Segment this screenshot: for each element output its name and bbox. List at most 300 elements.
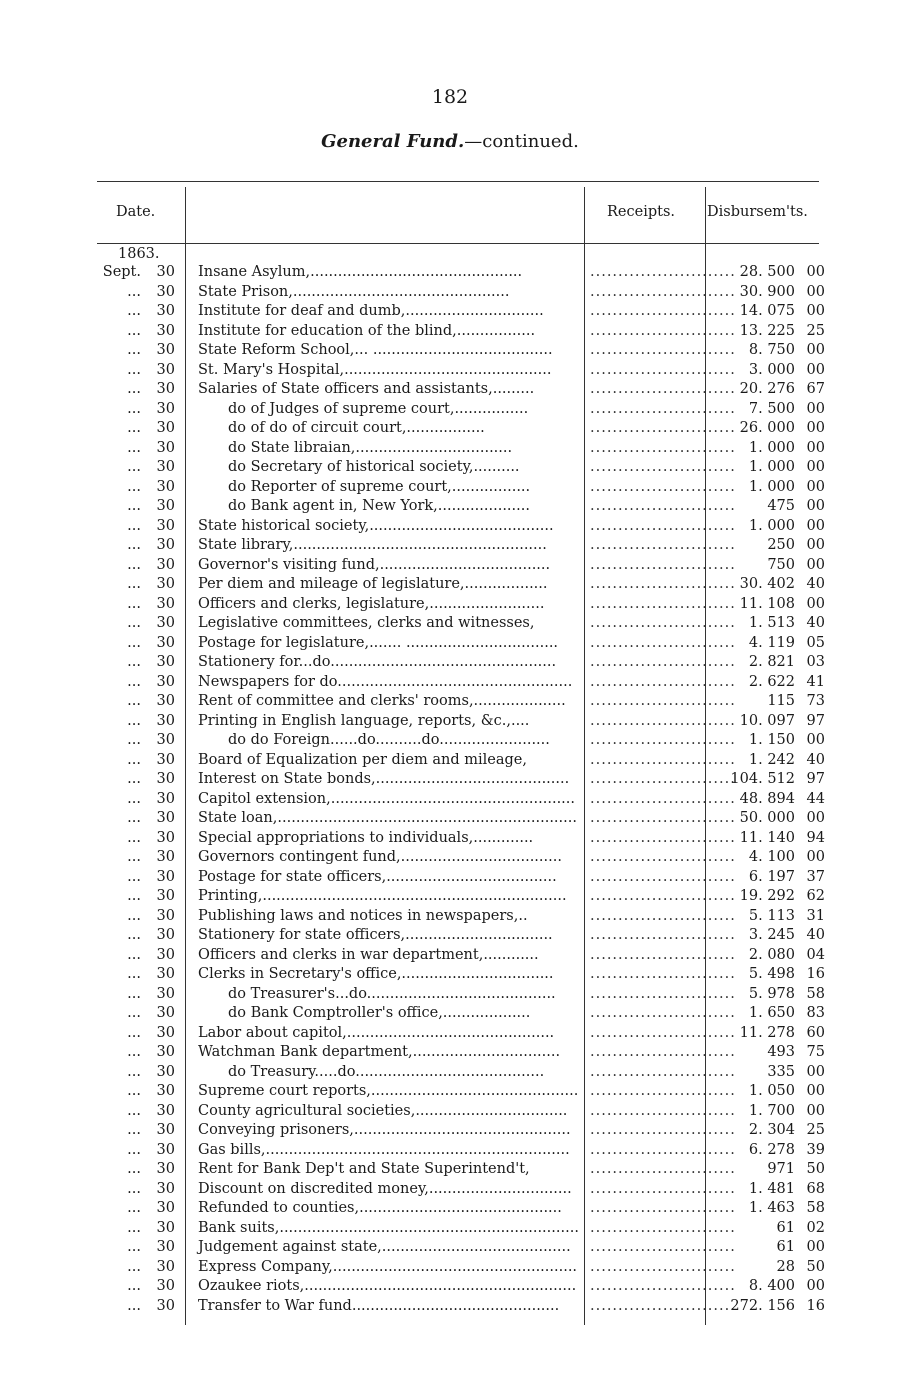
row-receipts-leader: .......................... <box>590 810 736 826</box>
table-row <box>95 1219 835 1239</box>
row-disbursement-dollars: 1. 000 <box>748 517 795 534</box>
table-row <box>95 302 835 322</box>
row-description: County agricultural societies,................................. <box>198 1102 568 1119</box>
table-row <box>95 1024 835 1044</box>
row-month: ... <box>127 1297 141 1314</box>
row-disbursement-cents: 25 <box>806 322 825 339</box>
row-disbursement-dollars: 7. 500 <box>748 400 795 417</box>
row-description: Rent of committee and clerks' rooms,.................... <box>198 693 566 709</box>
row-receipts-leader: .......................... <box>590 751 736 768</box>
row-receipts-leader: .......................... <box>590 1063 736 1080</box>
row-description: Labor about capitol,............................................. <box>198 1024 555 1041</box>
row-disbursement-dollars: 1. 513 <box>748 615 795 631</box>
row-disbursement-cents: 00 <box>806 517 825 534</box>
ledger-rows <box>95 263 835 1316</box>
row-day: 30 <box>156 342 175 358</box>
row-receipts-leader: .......................... <box>590 985 736 1002</box>
row-day: 30 <box>156 1141 175 1158</box>
table-row <box>95 790 835 810</box>
table-row <box>95 536 835 556</box>
row-day: 30 <box>156 420 175 436</box>
row-description: Watchman Bank department,................................ <box>198 1044 561 1060</box>
row-description: Gas bills,.................................................................. <box>198 1141 570 1158</box>
row-receipts-leader: .......................... <box>590 1219 736 1236</box>
row-day: 30 <box>156 732 175 748</box>
row-receipts-leader: .......................... <box>590 1161 736 1177</box>
row-month: ... <box>127 1044 141 1060</box>
row-description: State historical society,........................................ <box>198 517 554 534</box>
table-row <box>95 712 835 732</box>
row-disbursement-dollars: 4. 119 <box>748 634 795 651</box>
row-description: Salaries of State officers and assistants,......... <box>198 381 535 397</box>
row-disbursement-dollars: 4. 100 <box>748 849 795 865</box>
row-day: 30 <box>156 1063 175 1080</box>
row-day: 30 <box>156 888 175 904</box>
row-month: ... <box>127 1024 141 1041</box>
row-disbursement-cents: 40 <box>806 576 825 592</box>
row-disbursement-cents: 58 <box>806 985 825 1002</box>
row-disbursement-dollars: 1. 463 <box>748 1200 795 1216</box>
row-disbursement-dollars: 13. 225 <box>739 322 795 339</box>
row-month: ... <box>127 1122 141 1138</box>
row-day: 30 <box>156 517 175 534</box>
row-disbursement-dollars: 61 <box>776 1219 795 1236</box>
row-disbursement-cents: 00 <box>806 810 825 826</box>
row-description: State Prison,............................................... <box>198 283 510 300</box>
row-day: 30 <box>156 1297 175 1314</box>
row-month: ... <box>127 283 141 300</box>
row-day: 30 <box>156 1083 175 1099</box>
row-description: Stationery for...do................................................. <box>198 654 557 670</box>
row-month: ... <box>127 985 141 1002</box>
row-disbursement-cents: 00 <box>806 1083 825 1099</box>
table-row <box>95 1082 835 1102</box>
row-disbursement-cents: 00 <box>806 537 825 553</box>
row-month: ... <box>127 1200 141 1216</box>
row-receipts-leader: .......................... <box>590 1044 736 1060</box>
row-day: 30 <box>156 985 175 1002</box>
row-disbursement-cents: 00 <box>806 264 825 280</box>
row-receipts-leader: .......................... <box>590 654 736 670</box>
table-row <box>95 1160 835 1180</box>
page-title <box>0 131 900 152</box>
row-day: 30 <box>156 771 175 787</box>
row-disbursement-dollars: 30. 402 <box>739 576 795 592</box>
row-day: 30 <box>156 1005 175 1021</box>
row-month: ... <box>127 517 141 534</box>
row-receipts-leader: .......................... <box>590 946 736 963</box>
row-receipts-leader: .......................... <box>590 1200 736 1216</box>
row-receipts-leader: .......................... <box>590 1297 736 1314</box>
row-receipts-leader: .......................... <box>590 1005 736 1021</box>
row-day: 30 <box>156 1024 175 1041</box>
row-receipts-leader: .......................... <box>590 927 736 943</box>
row-description: Discount on discredited money,............................... <box>198 1180 572 1197</box>
row-disbursement-cents: 40 <box>806 751 825 768</box>
table-row <box>95 1043 835 1063</box>
row-month: ... <box>127 361 141 378</box>
row-receipts-leader: .......................... <box>590 712 736 729</box>
row-month: ... <box>127 966 141 982</box>
row-month: ... <box>127 381 141 397</box>
row-day: 30 <box>156 361 175 378</box>
row-month: ... <box>127 888 141 904</box>
row-disbursement-dollars: 493 <box>767 1044 795 1060</box>
row-description: Stationery for state officers,................................ <box>198 927 553 943</box>
row-description: Bank suits,................................................................. <box>198 1219 579 1236</box>
row-day: 30 <box>156 907 175 924</box>
row-disbursement-dollars: 971 <box>767 1161 795 1177</box>
table-row <box>95 1277 835 1297</box>
row-disbursement-dollars: 250 <box>767 537 795 553</box>
row-day: 30 <box>156 849 175 865</box>
row-disbursement-dollars: 335 <box>767 1063 795 1080</box>
row-description: Ozaukee riots,........................................................... <box>198 1278 577 1294</box>
table-row <box>95 731 835 751</box>
row-receipts-leader: .......................... <box>590 420 736 436</box>
row-description: Per diem and mileage of legislature,.................. <box>198 576 548 592</box>
row-disbursement-dollars: 5. 498 <box>748 966 795 982</box>
table-row <box>95 1238 835 1258</box>
row-day: 30 <box>156 712 175 729</box>
row-receipts-leader: .......................... <box>590 381 736 397</box>
row-receipts-leader: .......................... <box>590 264 736 280</box>
row-description: Governors contingent fund,................................... <box>198 849 562 865</box>
row-month: ... <box>127 1278 141 1294</box>
table-row <box>95 614 835 634</box>
table-row <box>95 1063 835 1083</box>
row-month: ... <box>127 1102 141 1119</box>
row-description: Publishing laws and notices in newspapers,.. <box>198 907 528 924</box>
row-month: ... <box>127 439 141 456</box>
table-row <box>95 809 835 829</box>
row-disbursement-dollars: 8. 750 <box>748 342 795 358</box>
row-receipts-leader: .......................... <box>590 1258 736 1275</box>
row-month: ... <box>127 732 141 748</box>
row-disbursement-cents: 00 <box>806 439 825 456</box>
row-disbursement-cents: 00 <box>806 420 825 436</box>
row-month: ... <box>127 576 141 592</box>
row-receipts-leader: .......................... <box>590 1122 736 1138</box>
row-description: Institute for deaf and dumb,.............................. <box>198 303 544 319</box>
row-disbursement-dollars: 11. 108 <box>739 595 795 612</box>
row-description: do of do of circuit court,................. <box>228 420 485 436</box>
row-receipts-leader: .......................... <box>590 400 736 417</box>
table-row <box>95 1121 835 1141</box>
row-disbursement-dollars: 750 <box>767 556 795 573</box>
table-row <box>95 341 835 361</box>
row-receipts-leader: .......................... <box>590 303 736 319</box>
row-description: State Reform School,... ....................................... <box>198 342 553 358</box>
row-description: St. Mary's Hospital,............................................. <box>198 361 552 378</box>
row-day: 30 <box>156 537 175 553</box>
page-title-italic: General Fund. <box>321 131 465 152</box>
row-month: ... <box>127 1219 141 1236</box>
row-month: ... <box>127 712 141 729</box>
row-description: do State libraian,.................................. <box>228 439 513 456</box>
row-month: ... <box>127 927 141 943</box>
row-disbursement-cents: 67 <box>806 381 825 397</box>
row-description: do Treasury.....do......................................... <box>228 1063 545 1080</box>
row-disbursement-dollars: 19. 292 <box>739 888 795 904</box>
table-row <box>95 887 835 907</box>
row-disbursement-cents: 00 <box>806 1239 825 1255</box>
row-disbursement-cents: 04 <box>806 946 825 963</box>
header-bottom-rule <box>97 243 819 244</box>
table-row <box>95 322 835 342</box>
row-description: Transfer to War fund............................................. <box>198 1297 560 1314</box>
row-disbursement-cents: 31 <box>806 907 825 924</box>
row-description: Rent for Bank Dep't and State Superintend't, <box>198 1161 530 1177</box>
row-disbursement-cents: 97 <box>806 771 825 787</box>
row-description: do Secretary of historical society,.......... <box>228 459 520 475</box>
row-description: Postage for state officers,..................................... <box>198 868 557 885</box>
row-description: do of Judges of supreme court,................ <box>228 400 529 417</box>
table-row <box>95 634 835 654</box>
row-day: 30 <box>156 1200 175 1216</box>
row-description: Board of Equalization per diem and mileage, <box>198 751 527 768</box>
table-row <box>95 458 835 478</box>
row-disbursement-dollars: 1. 050 <box>748 1083 795 1099</box>
row-description: do Bank Comptroller's office,................... <box>228 1005 531 1021</box>
row-day: 30 <box>156 751 175 768</box>
row-receipts-leader: .......................... <box>590 849 736 865</box>
row-month: ... <box>127 751 141 768</box>
table-row <box>95 829 835 849</box>
row-receipts-leader: .......................... <box>590 537 736 553</box>
row-receipts-leader: .......................... <box>590 1102 736 1119</box>
row-disbursement-cents: 25 <box>806 1122 825 1138</box>
row-description: Express Company,..................................................... <box>198 1258 578 1275</box>
row-receipts-leader: .......................... <box>590 439 736 456</box>
table-row <box>95 575 835 595</box>
row-description: Legislative committees, clerks and witnesses, <box>198 615 535 631</box>
row-day: 30 <box>156 1044 175 1060</box>
row-disbursement-dollars: 50. 000 <box>739 810 795 826</box>
row-receipts-leader: .......................... <box>590 888 736 904</box>
row-disbursement-cents: 02 <box>806 1219 825 1236</box>
row-disbursement-cents: 00 <box>806 556 825 573</box>
row-receipts-leader: .......................... <box>590 517 736 534</box>
row-disbursement-cents: 00 <box>806 498 825 514</box>
row-day: 30 <box>156 693 175 709</box>
row-disbursement-cents: 62 <box>806 888 825 904</box>
table-row <box>95 517 835 537</box>
table-row <box>95 770 835 790</box>
row-disbursement-cents: 40 <box>806 615 825 631</box>
row-description: Insane Asylum,.............................................. <box>198 264 523 280</box>
row-disbursement-cents: 00 <box>806 595 825 612</box>
table-row <box>95 848 835 868</box>
row-disbursement-dollars: 28 <box>776 1258 795 1275</box>
row-day: 30 <box>156 810 175 826</box>
table-row <box>95 1258 835 1278</box>
row-receipts-leader: .......................... <box>590 829 736 846</box>
row-day: 30 <box>156 381 175 397</box>
row-month: Sept. <box>102 264 141 280</box>
row-receipts-leader: .......................... <box>590 478 736 495</box>
table-row <box>95 419 835 439</box>
table-row <box>95 1102 835 1122</box>
row-day: 30 <box>156 634 175 651</box>
row-disbursement-cents: 00 <box>806 849 825 865</box>
row-disbursement-dollars: 272. 156 <box>730 1297 795 1314</box>
row-month: ... <box>127 1063 141 1080</box>
row-disbursement-cents: 16 <box>806 966 825 982</box>
row-disbursement-cents: 00 <box>806 1102 825 1119</box>
row-disbursement-cents: 00 <box>806 342 825 358</box>
row-disbursement-dollars: 1. 242 <box>748 751 795 768</box>
date-header: Date. <box>116 204 156 220</box>
row-description: do Reporter of supreme court,................. <box>228 478 531 495</box>
row-receipts-leader: .......................... <box>590 673 736 690</box>
receipts-header: Receipts. <box>607 204 675 220</box>
row-day: 30 <box>156 946 175 963</box>
page-title-rest: —continued. <box>464 131 579 152</box>
row-disbursement-cents: 58 <box>806 1200 825 1216</box>
row-description: Newspapers for do................................................... <box>198 673 573 690</box>
row-day: 30 <box>156 1102 175 1119</box>
row-receipts-leader: .......................... <box>590 556 736 573</box>
row-month: ... <box>127 595 141 612</box>
row-month: ... <box>127 673 141 690</box>
row-disbursement-cents: 00 <box>806 732 825 748</box>
row-disbursement-dollars: 1. 700 <box>748 1102 795 1119</box>
row-month: ... <box>127 1083 141 1099</box>
row-disbursement-cents: 94 <box>806 829 825 846</box>
row-day: 30 <box>156 927 175 943</box>
row-disbursement-dollars: 5. 978 <box>748 985 795 1002</box>
row-receipts-leader: .......................... <box>590 576 736 592</box>
row-disbursement-dollars: 2. 080 <box>748 946 795 963</box>
row-disbursement-cents: 00 <box>806 283 825 300</box>
row-description: Clerks in Secretary's office,................................. <box>198 966 554 982</box>
row-day: 30 <box>156 322 175 339</box>
row-receipts-leader: .......................... <box>590 693 736 709</box>
page-number: 182 <box>431 86 469 108</box>
table-row <box>95 751 835 771</box>
row-month: ... <box>127 634 141 651</box>
row-description: do do Foreign......do..........do........................ <box>228 732 550 748</box>
row-month: ... <box>127 400 141 417</box>
row-disbursement-cents: 05 <box>806 634 825 651</box>
table-row <box>95 965 835 985</box>
row-disbursement-dollars: 1. 150 <box>748 732 795 748</box>
table-row <box>95 595 835 615</box>
year-label: 1863. <box>118 246 160 262</box>
row-disbursement-dollars: 28. 500 <box>739 264 795 280</box>
row-disbursement-dollars: 2. 304 <box>748 1122 795 1138</box>
row-day: 30 <box>156 673 175 690</box>
row-disbursement-cents: 73 <box>806 693 825 709</box>
row-month: ... <box>127 810 141 826</box>
row-receipts-leader: .......................... <box>590 1278 736 1294</box>
row-disbursement-dollars: 26. 000 <box>739 420 795 436</box>
row-receipts-leader: .......................... <box>590 790 736 807</box>
row-receipts-leader: .......................... <box>590 771 736 787</box>
row-month: ... <box>127 420 141 436</box>
row-disbursement-cents: 68 <box>806 1180 825 1197</box>
row-disbursement-cents: 41 <box>806 673 825 690</box>
row-month: ... <box>127 1239 141 1255</box>
table-row <box>95 1199 835 1219</box>
table-row <box>95 439 835 459</box>
row-month: ... <box>127 771 141 787</box>
row-description: Officers and clerks in war department,............ <box>198 946 539 963</box>
row-disbursement-dollars: 3. 000 <box>748 361 795 378</box>
row-month: ... <box>127 478 141 495</box>
row-day: 30 <box>156 1278 175 1294</box>
row-disbursement-cents: 03 <box>806 654 825 670</box>
row-month: ... <box>127 946 141 963</box>
row-day: 30 <box>156 576 175 592</box>
row-description: Conveying prisoners,............................................... <box>198 1122 571 1138</box>
row-disbursement-dollars: 1. 650 <box>748 1005 795 1021</box>
row-month: ... <box>127 790 141 807</box>
row-disbursement-dollars: 6. 197 <box>748 868 795 885</box>
row-disbursement-dollars: 1. 000 <box>748 439 795 456</box>
table-row <box>95 400 835 420</box>
table-row <box>95 263 835 283</box>
row-month: ... <box>127 498 141 514</box>
row-disbursement-dollars: 115 <box>767 693 795 709</box>
table-row <box>95 926 835 946</box>
row-month: ... <box>127 303 141 319</box>
row-receipts-leader: .......................... <box>590 361 736 378</box>
row-day: 30 <box>156 1219 175 1236</box>
row-month: ... <box>127 322 141 339</box>
row-receipts-leader: .......................... <box>590 907 736 924</box>
row-disbursement-dollars: 1. 000 <box>748 478 795 495</box>
row-disbursement-cents: 97 <box>806 712 825 729</box>
row-receipts-leader: .......................... <box>590 1180 736 1197</box>
table-row <box>95 1141 835 1161</box>
row-receipts-leader: .......................... <box>590 868 736 885</box>
row-disbursement-cents: 00 <box>806 478 825 495</box>
row-disbursement-dollars: 11. 140 <box>739 829 795 846</box>
row-month: ... <box>127 907 141 924</box>
row-day: 30 <box>156 1122 175 1138</box>
table-row <box>95 907 835 927</box>
row-description: do Bank agent in, New York,.................... <box>228 498 530 514</box>
row-receipts-leader: .......................... <box>590 615 736 631</box>
row-description: Special appropriations to individuals,............. <box>198 829 534 846</box>
table-row <box>95 556 835 576</box>
row-month: ... <box>127 459 141 475</box>
row-disbursement-dollars: 10. 097 <box>739 712 795 729</box>
row-description: Officers and clerks, legislature,......................... <box>198 595 545 612</box>
row-receipts-leader: .......................... <box>590 322 736 339</box>
row-day: 30 <box>156 303 175 319</box>
row-disbursement-dollars: 104. 512 <box>730 771 795 787</box>
row-receipts-leader: .......................... <box>590 498 736 514</box>
row-day: 30 <box>156 478 175 495</box>
row-month: ... <box>127 556 141 573</box>
row-day: 30 <box>156 459 175 475</box>
row-receipts-leader: .......................... <box>590 966 736 982</box>
row-disbursement-dollars: 20. 276 <box>739 381 795 397</box>
row-month: ... <box>127 693 141 709</box>
row-month: ... <box>127 1161 141 1177</box>
row-month: ... <box>127 1005 141 1021</box>
table-row <box>95 985 835 1005</box>
row-receipts-leader: .......................... <box>590 459 736 475</box>
row-disbursement-cents: 40 <box>806 927 825 943</box>
row-disbursement-cents: 16 <box>806 1297 825 1314</box>
row-disbursement-cents: 44 <box>806 790 825 807</box>
table-top-rule <box>97 181 819 182</box>
row-disbursement-cents: 75 <box>806 1044 825 1060</box>
